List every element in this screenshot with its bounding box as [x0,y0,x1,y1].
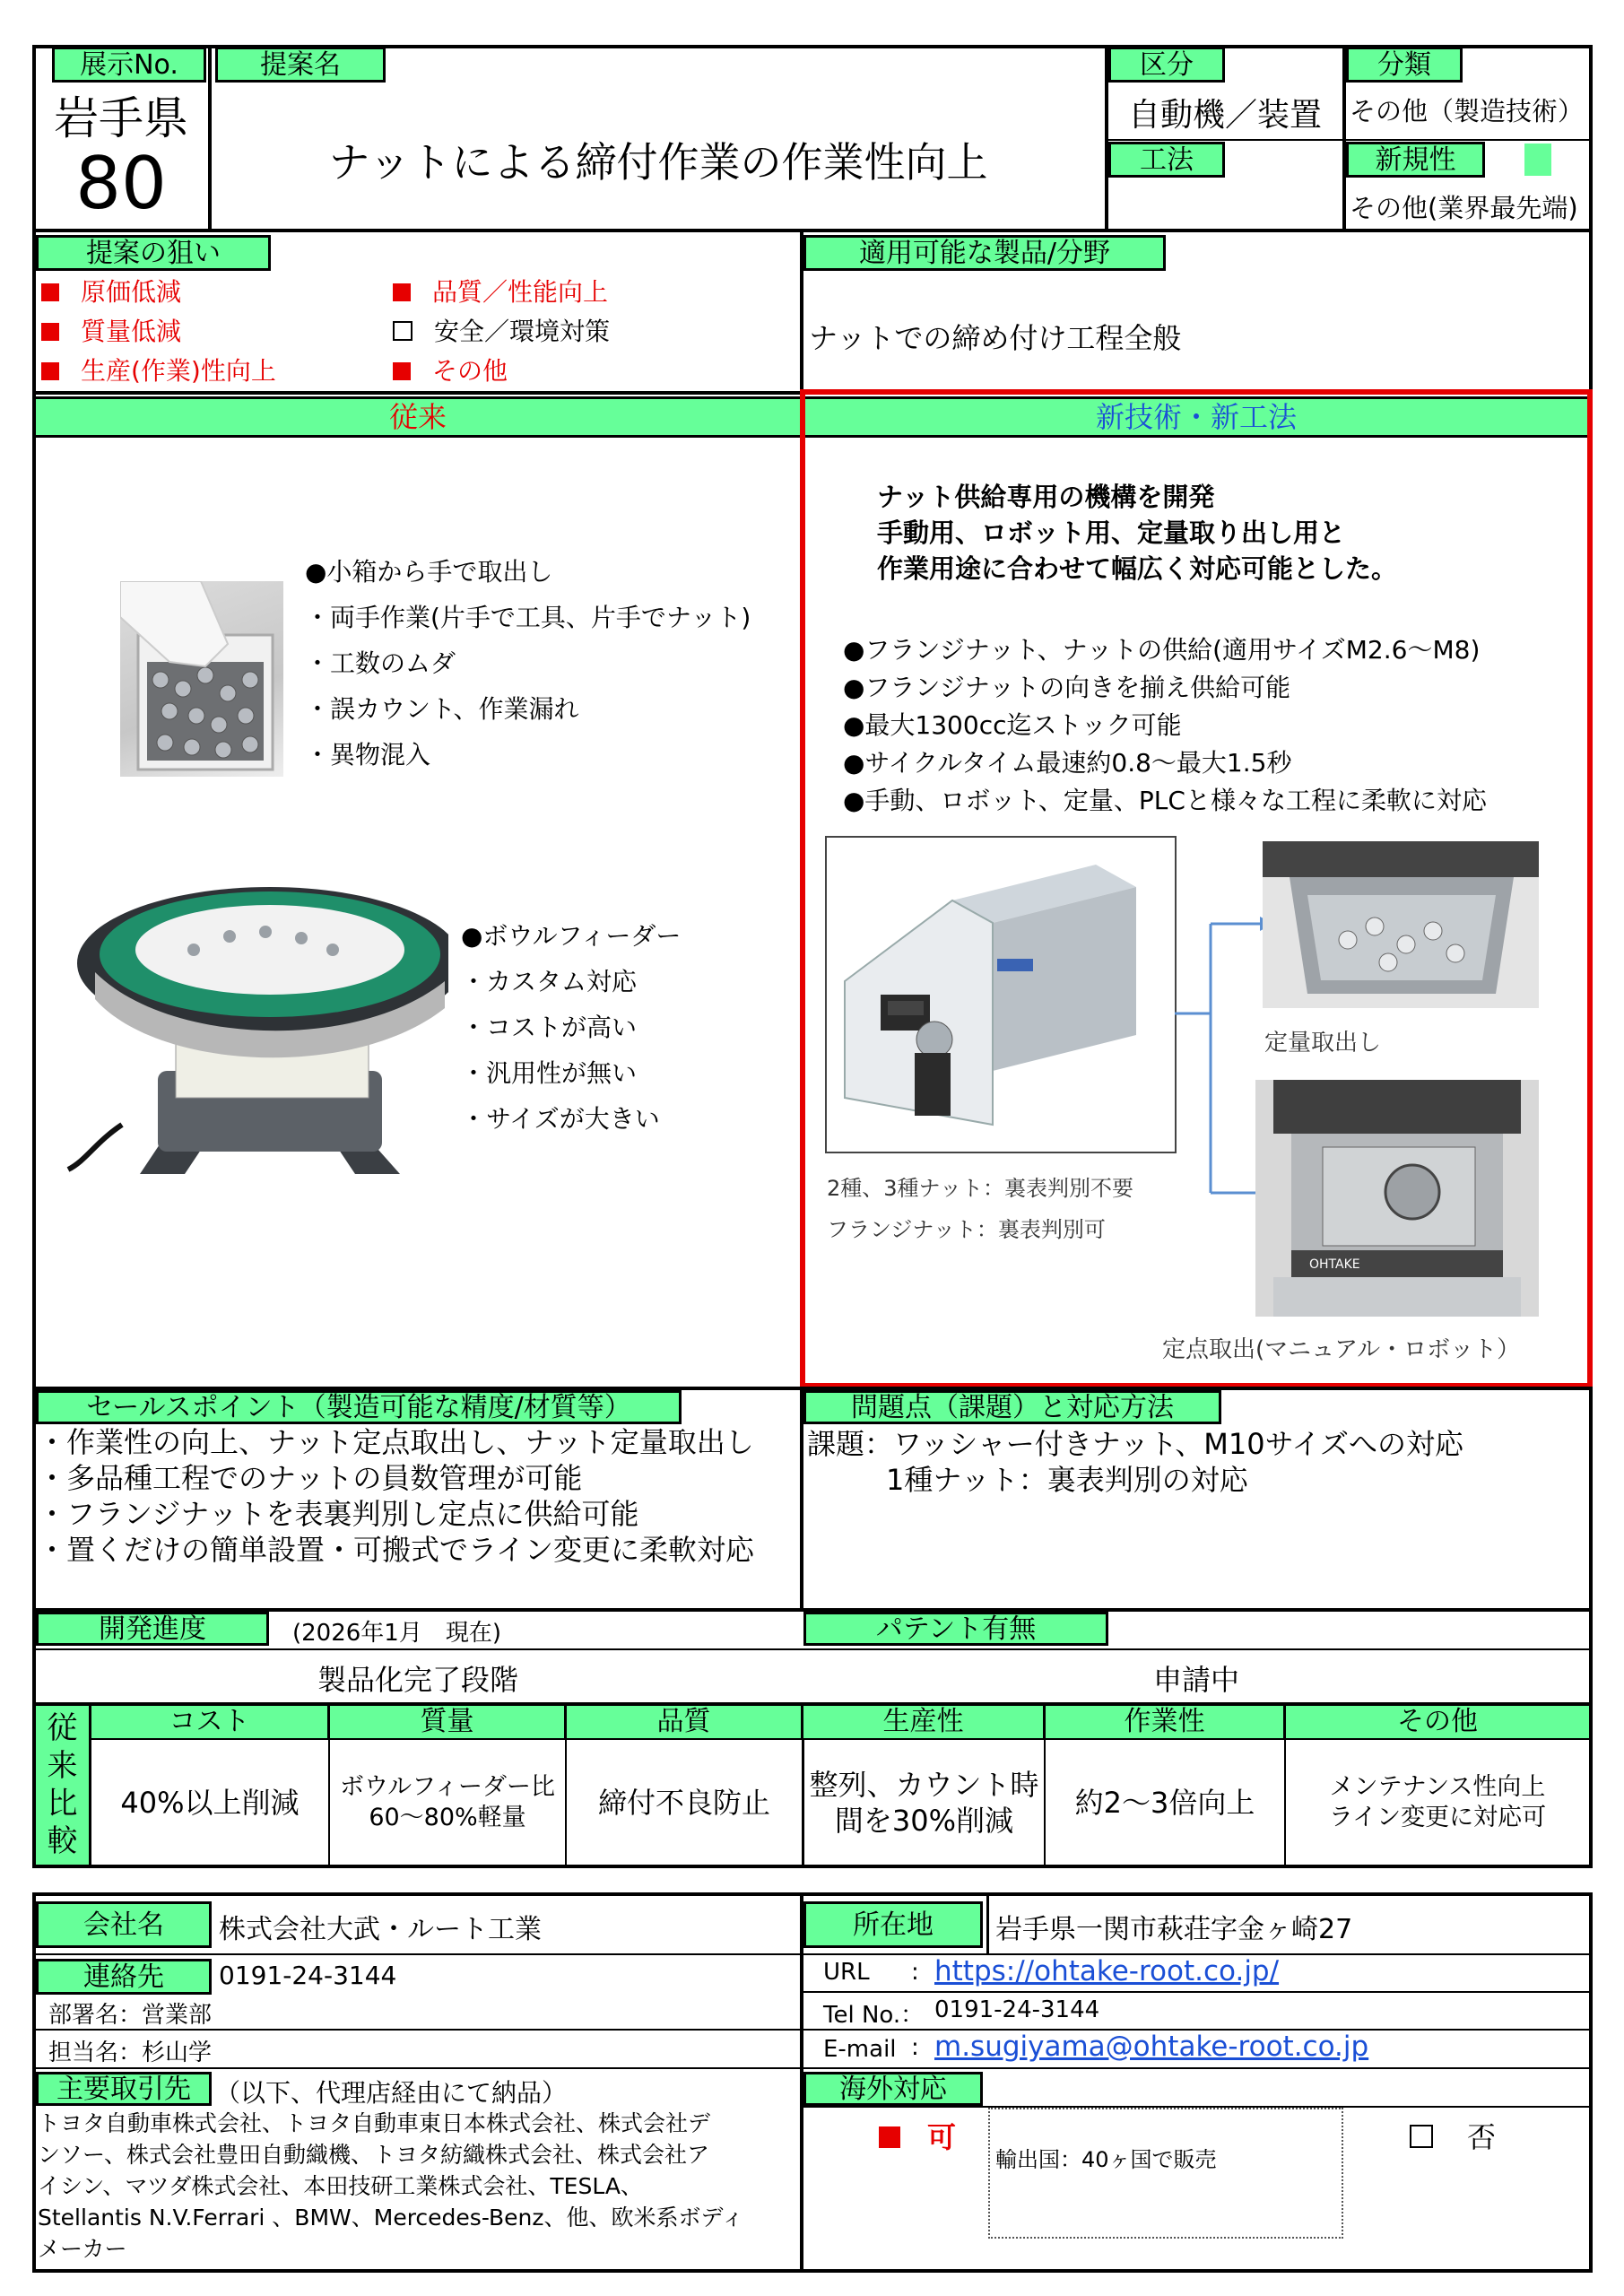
url-label: URL [823,1959,870,1986]
aims-label: 提案の狙い [36,235,271,271]
aim-item: 原価低減 [41,274,181,310]
overseas-label: 海外対応 [803,2072,983,2106]
proposal-title: ナットによる締付作業の作業性向上 [328,138,988,187]
small-box-illustration [120,581,283,777]
contact-label: 連絡先 [36,1959,212,1995]
issues-line: 1種ナット：裏表判別の対応 [886,1463,1248,1497]
url-link[interactable]: https://ohtake-root.co.jp/ [934,1955,1280,1987]
list-item: ・両手作業(片手で工具、片手でナット) [305,603,751,632]
divider [32,1953,1593,1955]
tray-caption: 定量取出し [1264,1030,1382,1057]
divider [32,229,1593,232]
exhibit-number: 80 [75,142,167,225]
comparison-header: 作業性 [1046,1706,1286,1738]
nut-feeder-machine-photo [825,836,1177,1153]
checkbox-empty-icon [1410,2125,1433,2148]
tel-label: Tel No.： [823,2002,925,2029]
conventional-list-1 [305,549,751,778]
novelty-label: 新規性 [1346,142,1485,178]
exhibit-label: 展示No. [52,47,206,83]
list-item: ●手動、ロボット、定量、PLCと様々な工程に柔軟に対応 [843,786,1487,815]
patent-value: 申請中 [1152,1663,1239,1697]
comparison-header: コスト [91,1706,330,1738]
export-text: 輸出国：40ヶ国で販売 [995,2147,1217,2172]
list-item: ・異物混入 [305,740,431,770]
person: 担当名：杉山学 [48,2039,213,2066]
list-item: ・工数のムダ [305,648,456,678]
divider [32,2067,1593,2069]
email-link[interactable]: m.sugiyama@ohtake-root.co.jp [934,2031,1369,2063]
phone: 0191-24-3144 [219,1961,397,1990]
email-label: E-mail [823,2036,897,2063]
small-box-photo [120,581,283,777]
list-item: ・カスタム対応 [461,967,638,996]
checkbox-checked-icon [41,362,59,380]
comparison-value: ボウルフィーダー比 60～80%軽量 [339,1772,556,1831]
sales-label: セールスポイント（製造可能な精度/材質等） [36,1390,682,1424]
list-item: ・誤カウント、作業漏れ [305,694,579,724]
progress-label: 開発進度 [36,1612,269,1646]
divider [32,1648,1593,1650]
partners-note: （以下、代理店経由にて納品） [215,2078,568,2108]
department: 部署名：営業部 [48,2002,213,2029]
tel: 0191-24-3144 [934,1996,1100,2023]
aim-item: 安全／環境対策 [393,314,610,350]
checkbox-checked-icon [393,283,411,301]
point-pickup-illustration [1255,1080,1539,1317]
applicable-text: ナットでの締め付け工程全般 [809,321,1182,355]
partners-label: 主要取引先 [36,2072,212,2106]
classification-value: その他（製造技術） [1350,96,1585,126]
progress-value: 製品化完了段階 [317,1663,518,1697]
category-label: 区分 [1108,47,1225,83]
checkbox-checked-icon [393,362,411,380]
bowl-feeder-photo [59,865,448,1193]
checkbox-checked-icon [879,2126,900,2148]
overseas-no: 否 [1410,2115,1496,2156]
aim-item: その他 [393,353,508,389]
divider [800,1991,1593,1993]
newtech-bullets [843,631,1487,820]
machine-badge: OHTAKE [1309,1257,1360,1272]
comparison-header: その他 [1286,1706,1589,1738]
comparison-header: 生産性 [803,1706,1046,1738]
company-name: 株式会社大武・ルート工業 [219,1914,542,1945]
divider [1105,139,1593,141]
list-item: ●ボウルフィーダー [461,921,682,951]
classification-label: 分類 [1346,47,1463,83]
url-separator: : [911,1959,919,1986]
divider [986,1892,989,1953]
comparison-header: 質量 [330,1706,567,1738]
partners-text: トヨタ自動車株式会社、トヨタ自動車東日本株式会社、株式会社デ ンソー、株式会社豊田自動織機、トヨタ紡織株式会社、株式会社ア イシン、マツダ株式会社、本田技研工業株式会社、TESLA、 Stellantis N.V.Ferrari 、BMW、Mercedes-Benz、他、欧米系ボディ メーカー [38,2110,744,2262]
newtech-intro: ナット供給専用の機構を開発 手動用、ロボット用、定量取り出し用と 作業用途に合わせて幅広く対応可能とした。 [877,482,1398,584]
progress-date: (2026年1月 現在) [292,1620,501,1647]
list-item: ・コストが高い [461,1013,638,1042]
comparison-header: 品質 [567,1706,803,1738]
conventional-header: 従来 [36,396,800,438]
list-item: ●最大1300cc迄ストック可能 [843,710,1182,740]
checkbox-checked-icon [41,323,59,341]
category-value: 自動機／装置 [1127,97,1322,134]
checkbox-empty-icon [393,321,413,341]
prefecture: 岩手県 [54,92,188,144]
comparison-value: 40%以上削減 [120,1785,300,1820]
aim-item: 品質／性能向上 [393,274,608,310]
novelty-marker [1524,144,1551,176]
list-item: ・多品種工程でのナットの員数管理が可能 [38,1461,583,1495]
point-caption: 定点取出(マニュアル・ロボット） [1162,1336,1521,1363]
list-item: ・汎用性が無い [461,1058,638,1088]
address: 岩手県一関市萩荘字金ヶ崎27 [995,1914,1353,1945]
aim-item: 生産(作業)性向上 [41,353,276,389]
point-pickup-photo [1255,1080,1539,1317]
comparison-value: メンテナンス性向上 ライン変更に対応可 [1328,1772,1547,1831]
list-item: ●フランジナットの向きを揃え供給可能 [843,673,1291,702]
list-item: ・フランジナットを表裏判別し定点に供給可能 [38,1497,639,1531]
list-item: ・サイズが大きい [461,1104,660,1134]
method-label: 工法 [1108,142,1225,178]
issues-label: 問題点（課題）と対応方法 [803,1390,1221,1424]
issues-line: 課題：ワッシャー付きナット、M10サイズへの対応 [807,1427,1464,1461]
list-item: ・作業性の向上、ナット定点取出し、ナット定量取出し [38,1425,754,1459]
comparison-side-label: 従 来 比 較 [36,1706,91,1865]
export-box [988,2108,1343,2239]
applicable-label: 適用可能な製品/分野 [803,235,1166,271]
overseas-yes: 可 [879,2115,956,2156]
comparison-value: 整列、カウント時 間を30%削減 [809,1767,1039,1838]
nut-feeder-illustration [827,838,1175,1152]
address-label: 所在地 [803,1901,983,1948]
aim-item: 質量低減 [41,314,181,350]
bowl-feeder-illustration [59,865,448,1193]
comparison-value: 約2～3倍向上 [1074,1785,1255,1820]
proposal-label: 提案名 [215,47,386,83]
machine-caption: 2種、3種ナット：裏表判別不要 フランジナット：裏表判別可 [827,1176,1134,1242]
list-item: ●サイクルタイム最速約0.8～最大1.5秒 [843,748,1292,778]
checkbox-checked-icon [41,283,59,301]
email-separator: : [911,2034,919,2061]
quantity-tray-photo [1263,841,1539,1008]
tray-illustration [1263,841,1539,1008]
company-name-label: 会社名 [36,1901,212,1948]
newtech-header: 新技術・新工法 [803,396,1589,438]
patent-label: パテント有無 [803,1612,1108,1646]
list-item: ●小箱から手で取出し [305,557,553,587]
list-item: ●フランジナット、ナットの供給(適用サイズM2.6～M8) [843,635,1481,665]
novelty-value: その他(業界最先端) [1350,193,1578,223]
conventional-list-2 [461,913,681,1142]
comparison-value: 締付不良防止 [597,1785,770,1820]
sales-list [38,1424,754,1568]
list-item: ・置くだけの簡単設置・可搬式でライン変更に柔軟対応 [38,1533,755,1567]
